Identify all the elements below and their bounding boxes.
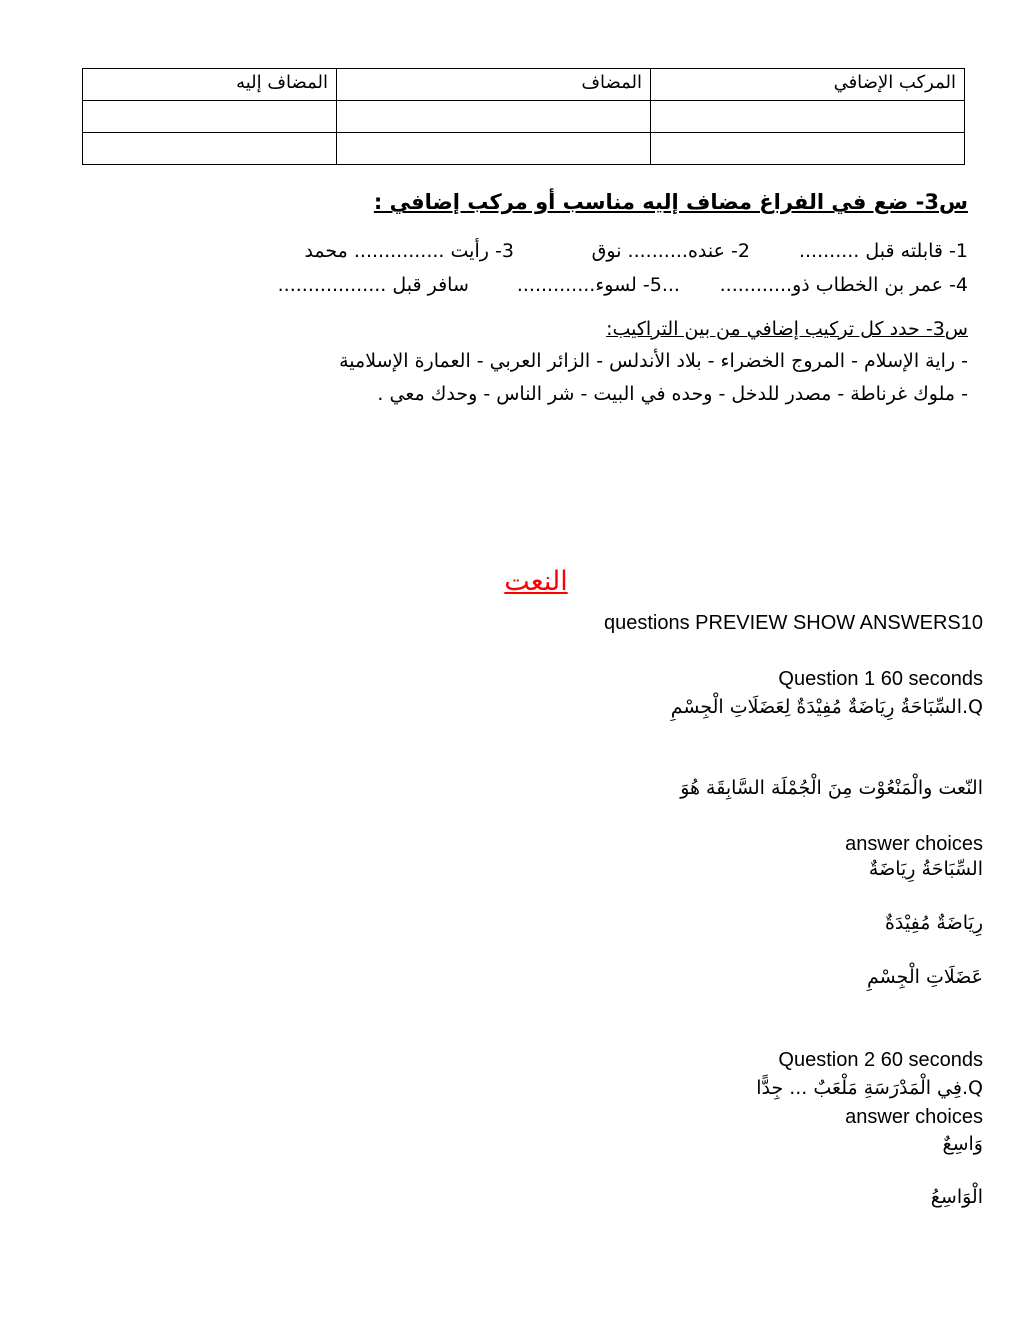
- table-cell: [83, 101, 337, 133]
- idafa-table: [82, 68, 965, 165]
- table-row: [83, 133, 965, 165]
- q3-item: 3- رأيت ............... محمد: [304, 240, 514, 262]
- quiz-header: questions PREVIEW SHOW ANSWERS10: [603, 612, 983, 634]
- q3-item: 2- عنده.......... نوق: [591, 240, 750, 262]
- q3-item: سافر قبل ..................: [277, 274, 469, 296]
- q3-item: 1- قابلته قبل ..........: [798, 240, 968, 262]
- question-1-prompt: النّعت والْمَنْعُوْت مِنَ الْجُمْلَة السَّابِقَة هُوَ: [680, 777, 983, 799]
- table-header-cell: المضاف: [337, 69, 651, 101]
- q3-item: ...5- لسوء.............: [516, 274, 680, 296]
- section-title: النعت: [504, 566, 568, 597]
- question-1-choice[interactable]: عَضَلَاتِ الْجِسْمِ: [866, 966, 983, 988]
- table-cell: [337, 133, 651, 165]
- question-1-text: Q.السِّبَاحَةُ رِيَاضَةٌ مُفِيْدَةٌ لِعَضَلَاتِ الْجِسْمِ: [670, 696, 983, 718]
- table-cell: [651, 133, 965, 165]
- table-cell: [337, 101, 651, 133]
- table-header-row: [83, 69, 965, 101]
- question-1-choice[interactable]: رِيَاضَةٌ مُفِيْدَةٌ: [884, 912, 983, 934]
- question-2-choices-label: answer choices: [845, 1106, 983, 1128]
- q3-line-2: [278, 274, 968, 296]
- table-header-cell: المركب الإضافي: [651, 69, 965, 101]
- q3-line-1: [304, 240, 968, 262]
- q4-title: س3- حدد كل تركيب إضافي من بين التراكيب:: [606, 318, 968, 340]
- table-cell: [83, 133, 337, 165]
- q3-item: 4- عمر بن الخطاب ذو............: [719, 274, 968, 296]
- question-2-text: Q.فِي الْمَدْرَسَةِ مَلْعَبٌ ... جِدًّا: [756, 1077, 983, 1099]
- q4-line-1: - راية الإسلام - المروج الخضراء - بلاد الأندلس - الزائر العربي - العمارة الإسلامية: [339, 350, 968, 372]
- question-1-choice[interactable]: السِّبَاحَةُ رِيَاضَةٌ: [868, 858, 983, 880]
- question-1-choices-label: answer choices: [845, 833, 983, 855]
- table-row: [83, 101, 965, 133]
- table-header-cell: المضاف إليه: [83, 69, 337, 101]
- question-1-meta: Question 1 60 seconds: [778, 668, 983, 690]
- question-2-meta: Question 2 60 seconds: [778, 1049, 983, 1071]
- question-2-choice[interactable]: وَاسِعٌ: [942, 1133, 983, 1155]
- q4-line-2: - ملوك غرناطة - مصدر للدخل - وحده في البيت - شر الناس - وحدك معي .: [377, 383, 968, 405]
- table-cell: [651, 101, 965, 133]
- question-2-choice[interactable]: الْوَاسِعُ: [930, 1186, 983, 1208]
- q3-title: س3- ضع في الفراغ مضاف إليه مناسب أو مركب إضافي :: [373, 190, 968, 214]
